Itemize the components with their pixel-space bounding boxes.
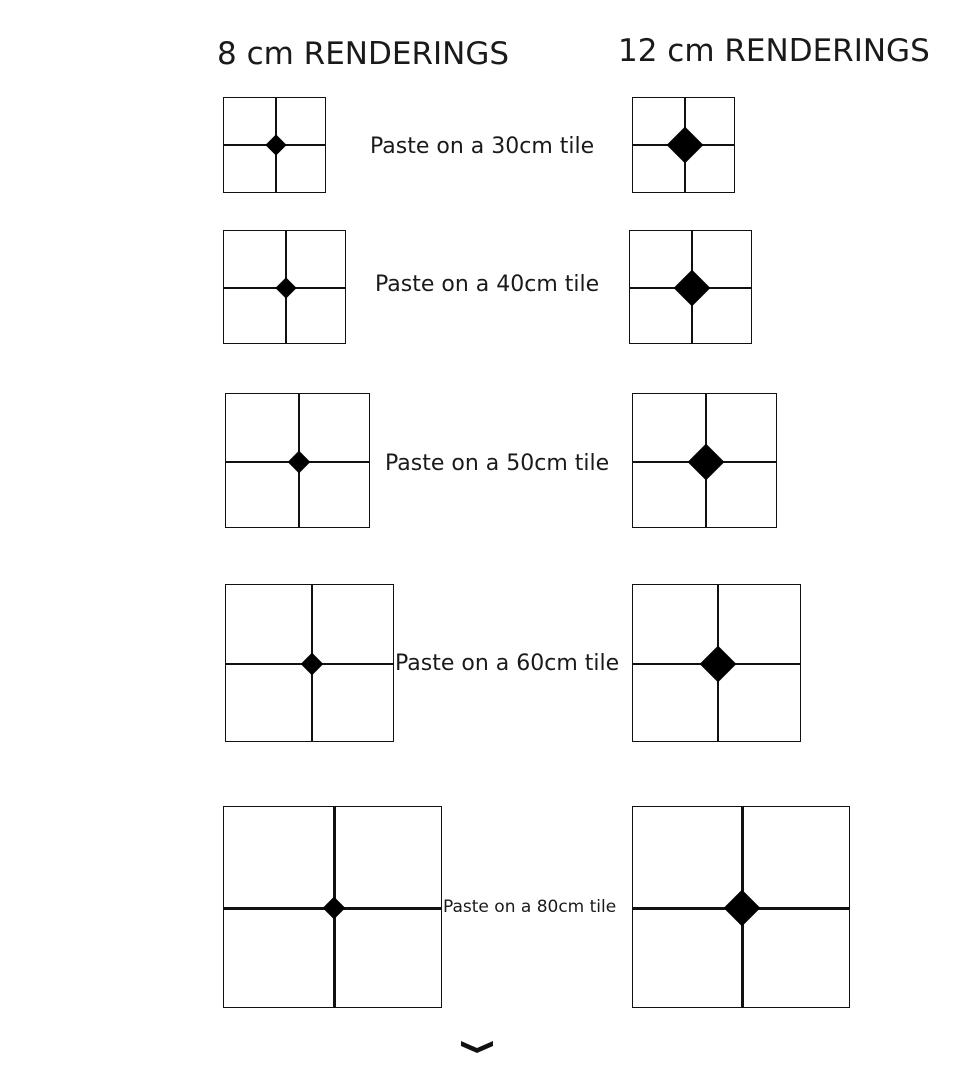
tile-spacer-cross xyxy=(288,451,311,474)
tile-spacer-cross xyxy=(667,127,704,164)
tile-12cm-30 xyxy=(632,97,735,193)
tile-spacer-cross xyxy=(323,897,346,920)
row-caption: Paste on a 30cm tile xyxy=(370,134,595,159)
tile-12cm-50 xyxy=(632,393,777,528)
tile-spacer-cross xyxy=(724,890,761,927)
tile-spacer-cross xyxy=(301,653,324,676)
tile-spacer-cross xyxy=(700,646,737,683)
tile-8cm-50 xyxy=(225,393,370,528)
tile-12cm-40 xyxy=(629,230,752,344)
heading-12cm-renderings: 12 cm RENDERINGS xyxy=(618,33,930,69)
tile-spacer-cross xyxy=(275,277,296,298)
row-caption: Paste on a 60cm tile xyxy=(395,651,620,676)
row-caption: Paste on a 80cm tile xyxy=(443,897,617,917)
tile-8cm-40 xyxy=(223,230,346,344)
heading-8cm-renderings: 8 cm RENDERINGS xyxy=(217,36,510,72)
tile-8cm-80 xyxy=(223,806,442,1008)
tile-spacer-cross xyxy=(265,134,286,155)
row-caption: Paste on a 50cm tile xyxy=(385,451,610,476)
row-caption: Paste on a 40cm tile xyxy=(375,272,600,297)
tile-8cm-60 xyxy=(225,584,394,742)
tile-spacer-cross xyxy=(674,270,711,307)
tile-8cm-30 xyxy=(223,97,326,193)
tile-12cm-80 xyxy=(632,806,850,1008)
tile-spacer-cross xyxy=(688,444,725,481)
tile-12cm-60 xyxy=(632,584,801,742)
chevron-down-icon[interactable] xyxy=(458,1036,496,1056)
